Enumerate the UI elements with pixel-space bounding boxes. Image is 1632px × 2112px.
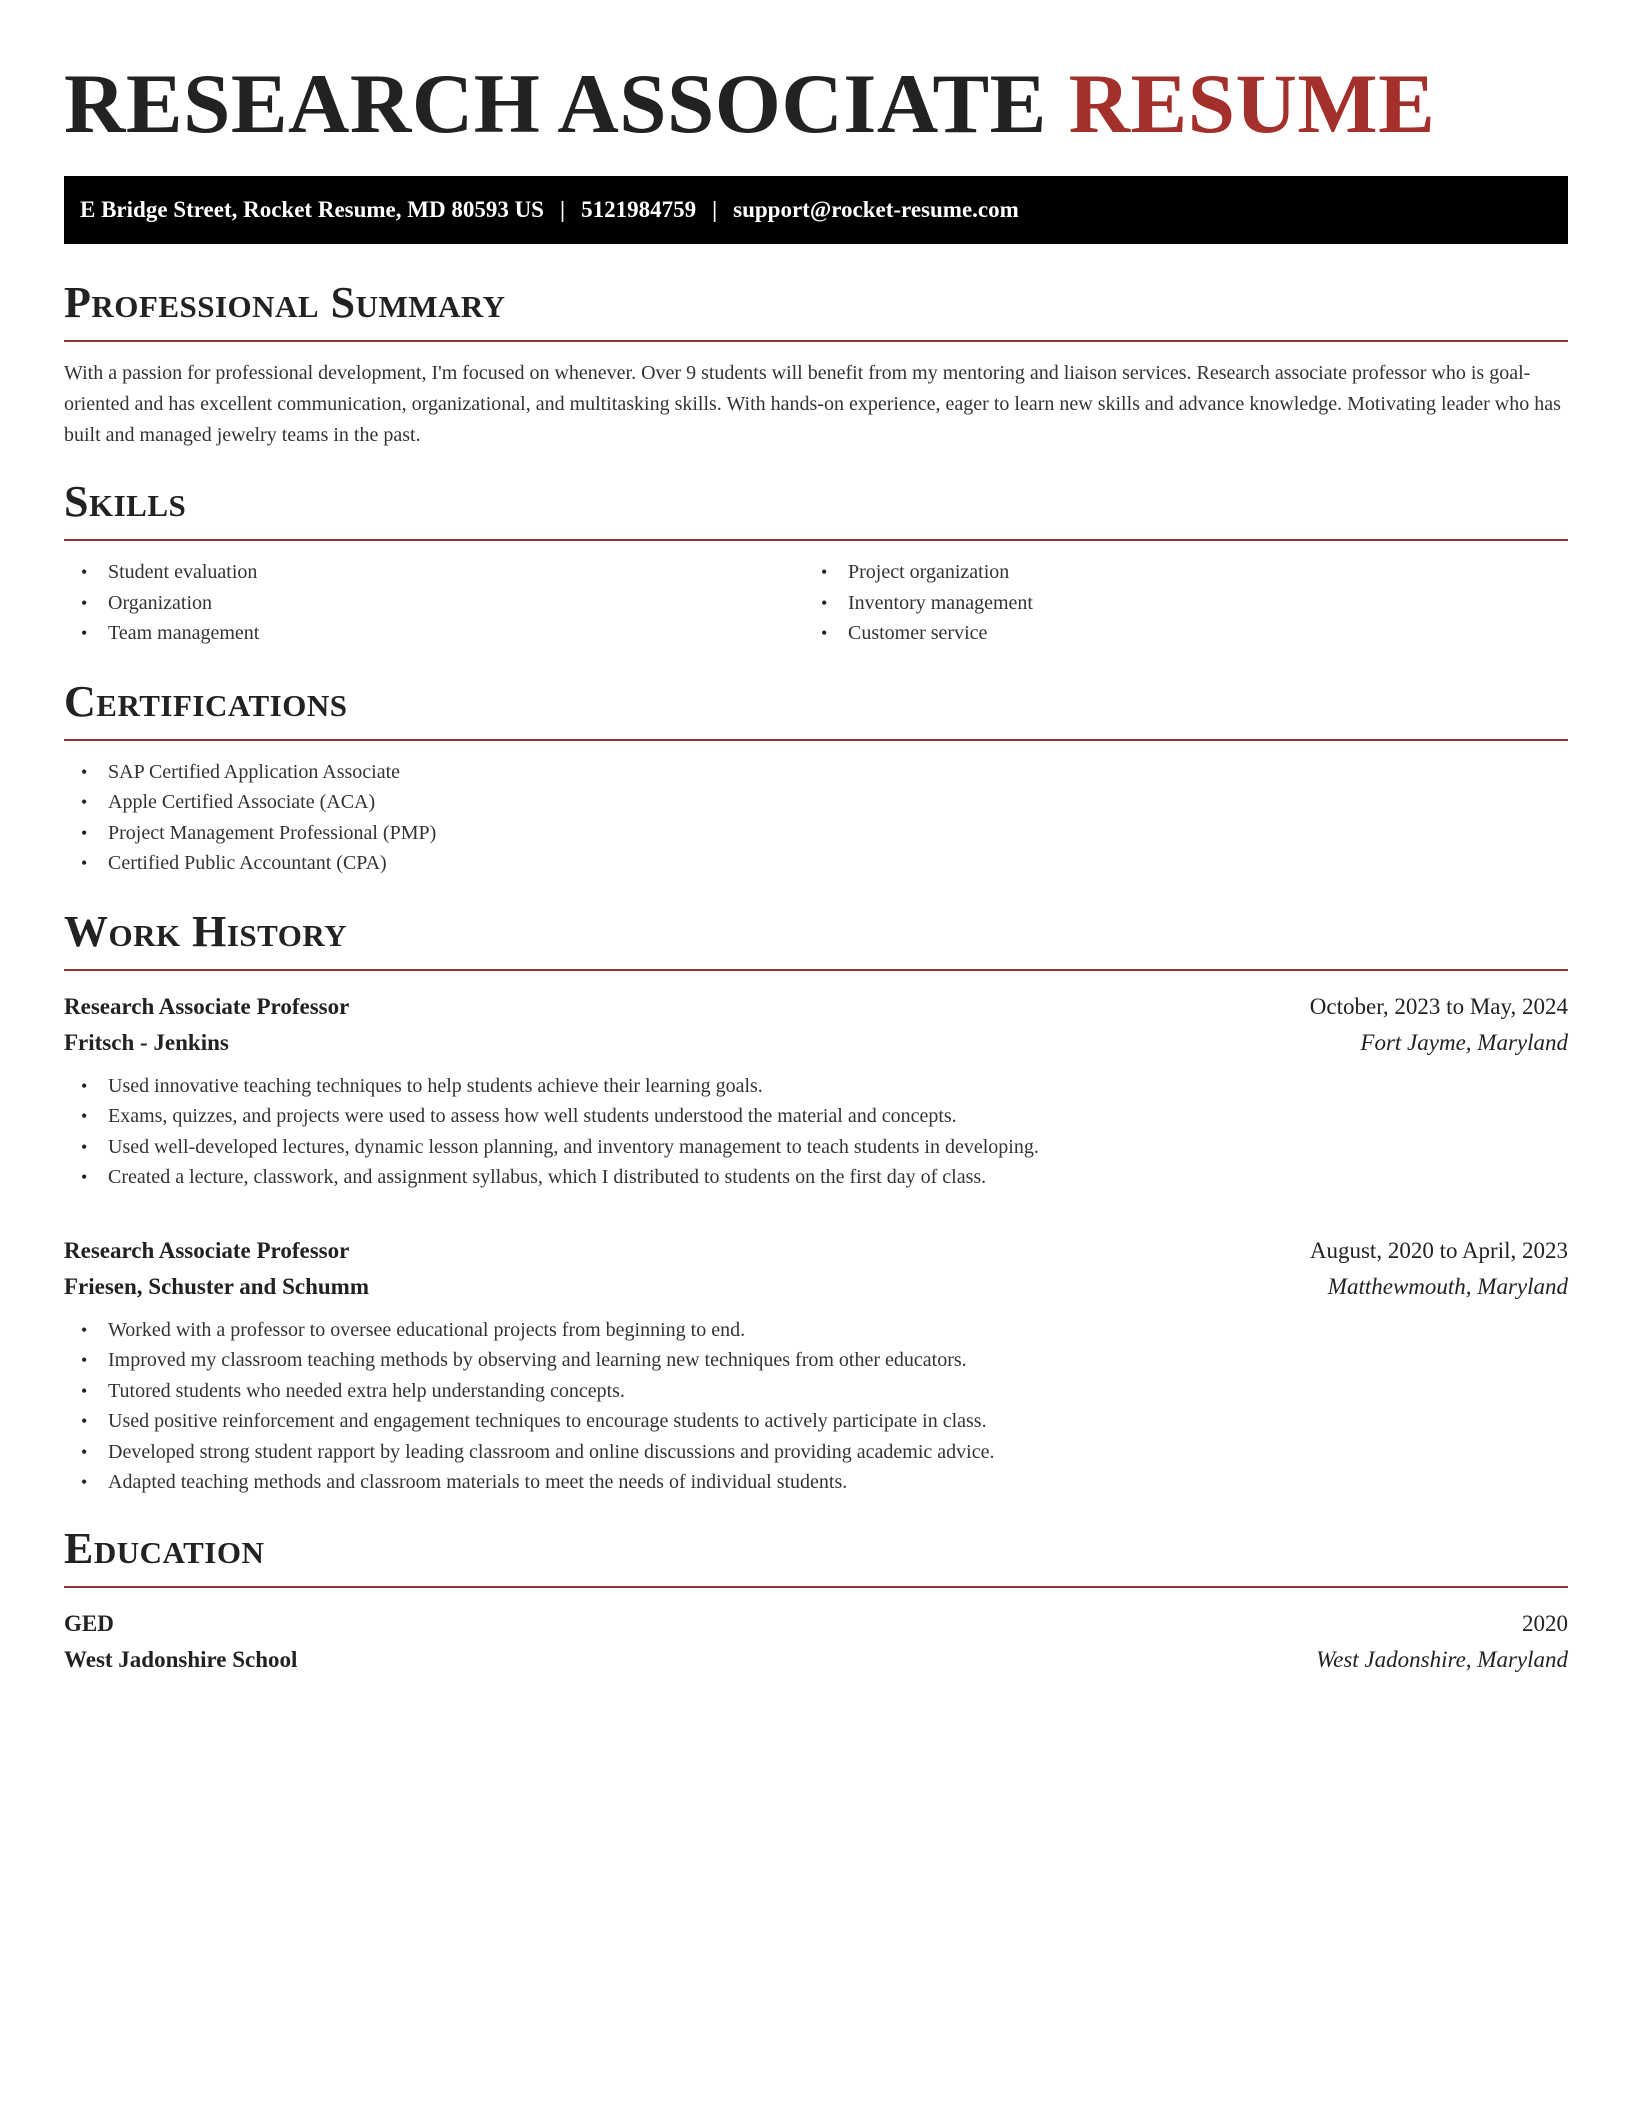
section-divider — [64, 340, 1568, 342]
job-duties-list — [64, 1315, 1568, 1498]
job-company: Fritsch - Jenkins — [64, 1029, 229, 1055]
job-dates: October, 2023 to May, 2024 — [1309, 993, 1568, 1019]
education-section — [64, 1524, 1568, 1678]
job-duty-item: • Created a lecture, classwork, and assignment syllabus, which I distributed to students on the first day of class. — [64, 1162, 1568, 1193]
section-title-certifications: Certifications — [64, 676, 348, 726]
section-divider — [64, 739, 1568, 741]
title-accent: RESUME — [1068, 57, 1436, 151]
skill-item: • Inventory management — [804, 588, 1544, 619]
job-entry — [64, 989, 1568, 1193]
certification-item: • Certified Public Accountant (CPA) — [64, 848, 1568, 879]
section-title-skills: Skills — [64, 477, 187, 526]
education-degree: GED — [64, 1610, 114, 1636]
skill-item: • Organization — [64, 588, 804, 619]
certification-item: • SAP Certified Application Associate — [64, 757, 1568, 788]
contact-separator: | — [559, 197, 566, 222]
skill-item: • Team management — [64, 618, 804, 649]
job-company-row — [64, 1025, 1568, 1061]
job-duty-item: • Used innovative teaching techniques to help students achieve their learning goals. — [64, 1071, 1568, 1102]
job-duties-list — [64, 1071, 1568, 1193]
job-duty-item: • Exams, quizzes, and projects were used to assess how well students understood the material and concepts. — [64, 1101, 1568, 1132]
job-company: Friesen, Schuster and Schumm — [64, 1273, 369, 1299]
certifications-section — [64, 677, 1568, 879]
job-duty-item: • Developed strong student rapport by leading classroom and online discussions and providing academic advice. — [64, 1437, 1568, 1468]
certification-item: • Apple Certified Associate (ACA) — [64, 787, 1568, 818]
work-history-section — [64, 907, 1568, 1498]
contact-address: E Bridge Street, Rocket Resume, MD 80593 US — [80, 197, 544, 222]
job-header-row — [64, 1233, 1568, 1269]
job-location: Fort Jayme, Maryland — [1360, 1029, 1568, 1055]
contact-bar — [64, 176, 1568, 244]
job-duty-item: • Used well-developed lectures, dynamic lesson planning, and inventory management to teach students in developing. — [64, 1132, 1568, 1163]
summary-text: With a passion for professional development, I'm focused on whenever. Over 9 students will benefit from my mentoring and liaison services. Research associate professor who is goal-oriented and has excellent communication, organizational, and multitasking skills. With hands-on experience, eager to learn new skills and advance knowledge. Motivating leader who has built and managed jewelry teams in the past. — [64, 362, 1561, 446]
education-school-row — [64, 1642, 1568, 1678]
job-entry — [64, 1233, 1568, 1498]
contact-separator: | — [712, 197, 718, 222]
education-header-row — [64, 1606, 1568, 1642]
section-divider — [64, 1586, 1568, 1588]
job-duty-item: • Adapted teaching methods and classroom materials to meet the needs of individual students. — [64, 1467, 1568, 1498]
title-main: RESEARCH ASSOCIATE — [64, 57, 1047, 151]
summary-section — [64, 278, 1568, 451]
skill-item: • Student evaluation — [64, 557, 804, 588]
contact-email: support@rocket-resume.com — [733, 197, 1019, 222]
section-title-summary: Professional Summary — [64, 278, 506, 327]
job-title: Research Associate Professor — [64, 993, 350, 1019]
skill-item: • Customer service — [804, 618, 1544, 649]
job-duty-item: • Worked with a professor to oversee educational projects from beginning to end. — [64, 1315, 1568, 1346]
section-divider — [64, 969, 1568, 971]
job-duty-item: • Improved my classroom teaching methods by observing and learning new techniques from other educators. — [64, 1345, 1568, 1376]
skills-list-left — [64, 557, 804, 649]
certification-item: • Project Management Professional (PMP) — [64, 818, 1568, 849]
education-location: West Jadonshire, Maryland — [1316, 1646, 1568, 1672]
section-title-education: Education — [64, 1523, 265, 1573]
certifications-list — [64, 757, 1568, 879]
skill-item: • Project organization — [804, 557, 1544, 588]
education-school: West Jadonshire School — [64, 1646, 298, 1672]
skills-section — [64, 477, 1568, 649]
education-year: 2020 — [1522, 1610, 1568, 1636]
education-entry — [64, 1606, 1568, 1678]
job-duty-item: • Used positive reinforcement and engagement techniques to encourage students to actively participate in class. — [64, 1406, 1568, 1437]
skills-list-right — [804, 557, 1544, 649]
job-company-row — [64, 1269, 1568, 1305]
contact-phone: 5121984759 — [581, 197, 697, 222]
section-divider — [64, 539, 1568, 541]
job-location: Matthewmouth, Maryland — [1327, 1273, 1568, 1299]
job-dates: August, 2020 to April, 2023 — [1309, 1237, 1568, 1263]
skills-grid — [64, 557, 1568, 649]
job-header-row — [64, 989, 1568, 1025]
job-title: Research Associate Professor — [64, 1237, 350, 1263]
job-duty-item: • Tutored students who needed extra help understanding concepts. — [64, 1376, 1568, 1407]
section-title-work-history: Work History — [64, 906, 348, 956]
resume-title — [64, 56, 1568, 152]
